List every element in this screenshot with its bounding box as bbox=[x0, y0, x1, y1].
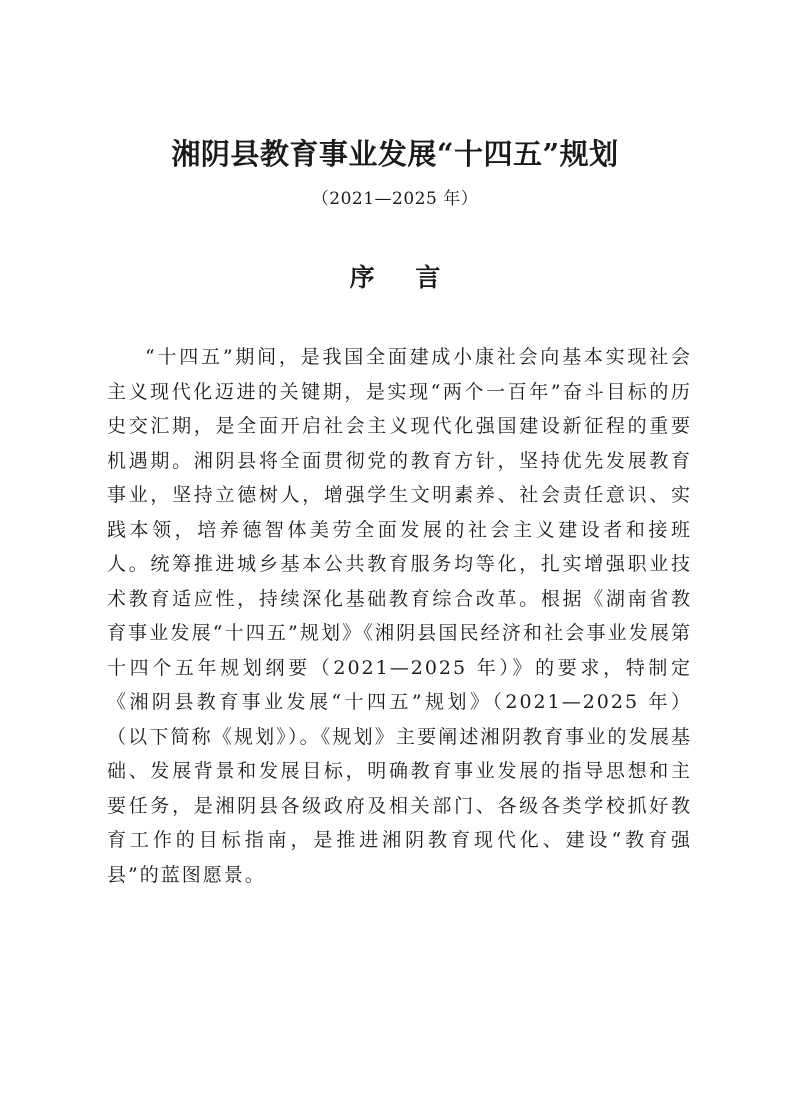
body-paragraph: “十四五”期间，是我国全面建成小康社会向基本实现社会主义现代化迈进的关键期，是实现“两个一百年”奋斗目标的历史交汇期，是全面开启社会主义现代化强国建设新征程的重要机遇期。湘阴县将全面贯彻党的教育方针，坚持优先发展教育事业，坚持立德树人，增强学生文明素养、社会责任意识、实践本领，培养德智体美劳全面发展的社会主义建设者和接班人。统筹推进城乡基本公共教育服务均等化，扎实增强职业技术教育适应性，持续深化基础教育综合改革。根据《湖南省教育事业发展“十四五”规划》《湘阴县国民经济和社会事业发展第十四个五年规划纲要（2021—2025 年）》的要求，特制定《湘阴县教育事业发展“十四五”规划》（2021—2025 年）（以下简称《规划》）。《规划》主要阐述湘阴教育事业的发展基础、发展背景和发展目标，明确教育事业发展的指导思想和主要任务，是湘阴县各级政府及相关部门、各级各类学校抓好教育工作的目标指南，是推进湘阴教育现代化、建设“教育强县”的蓝图愿景。 bbox=[107, 346, 692, 886]
document-subtitle: （2021—2025 年） bbox=[311, 189, 479, 209]
section-heading: 序 言 bbox=[349, 263, 457, 292]
document-title: 湘阴县教育事业发展“十四五”规划 bbox=[171, 137, 619, 171]
